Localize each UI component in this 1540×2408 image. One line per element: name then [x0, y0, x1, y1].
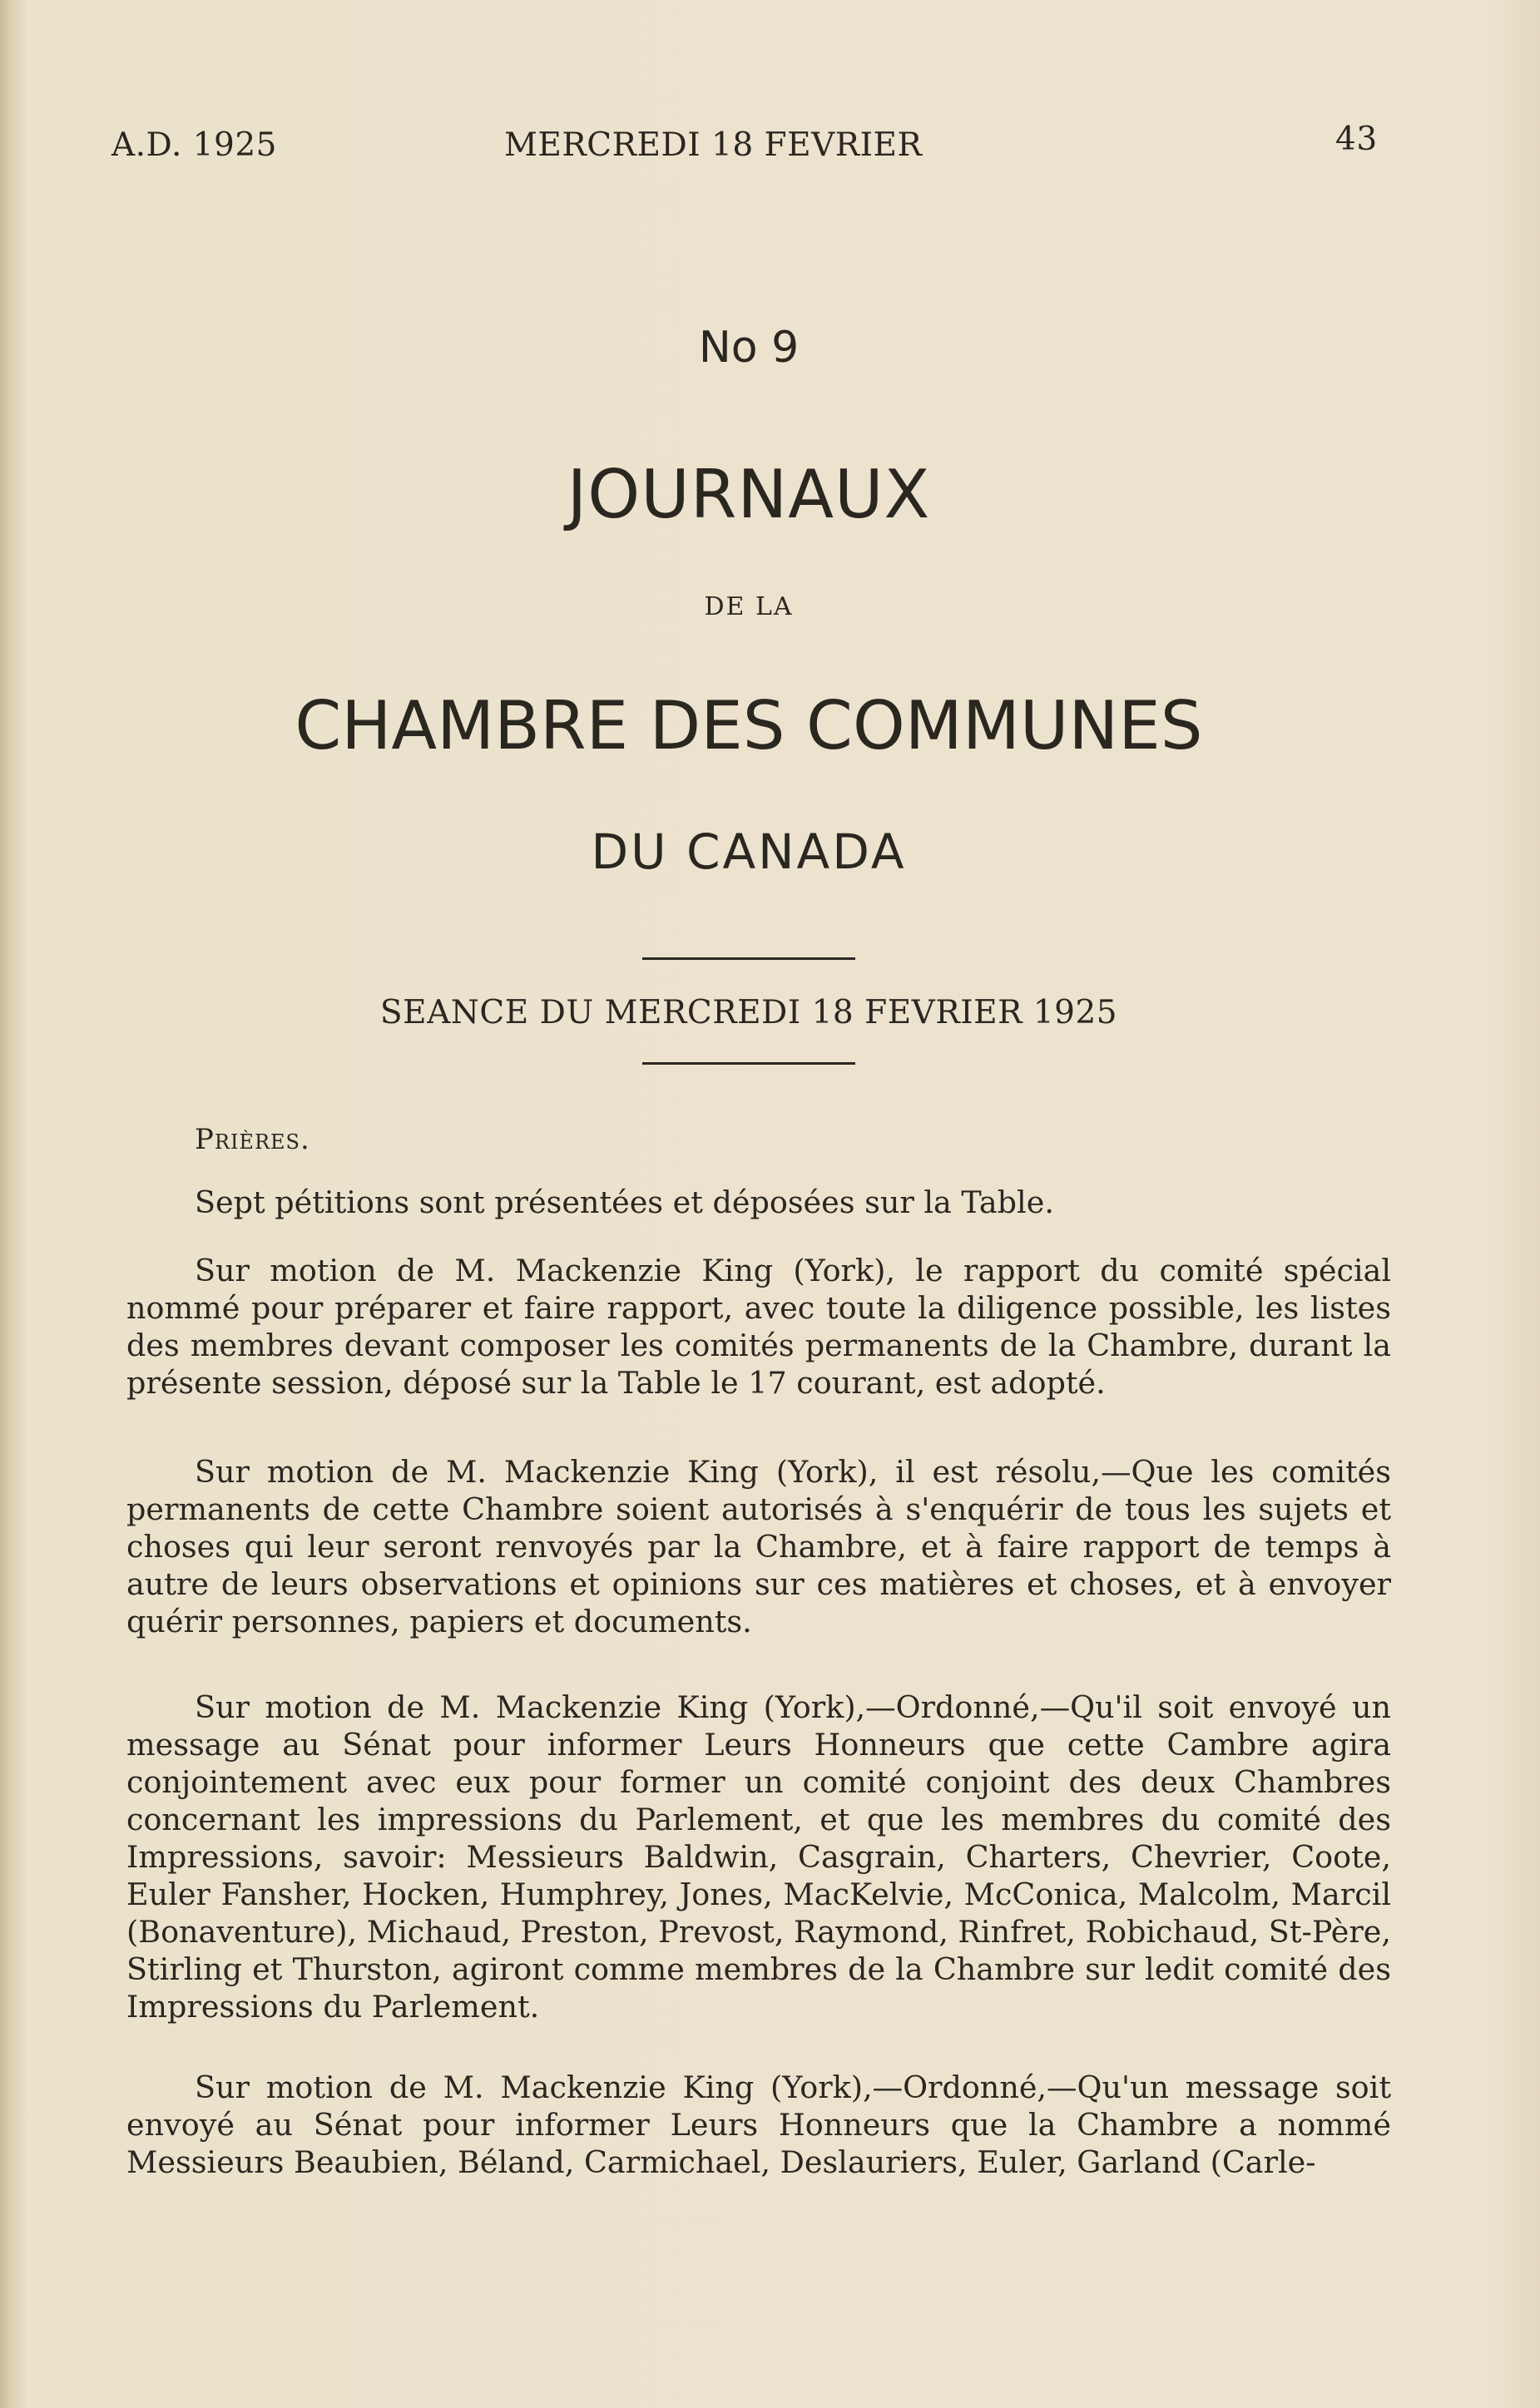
sitting-title: SEANCE DU MERCREDI 18 FEVRIER 1925 — [379, 994, 1118, 1031]
motion-text: Sur motion de M. Mackenzie King (York), le rapport du comité spécial nommé pour préparer et faire rapport, avec toute la diligence possible, les listes des membres devant composer les comités permanents de la Chambre, durant la présente session, déposé sur la Table le 17 courant, est adopté. — [126, 1253, 1391, 1401]
chamber-title: CHAMBRE DES COMMUNES — [295, 687, 1203, 764]
petitions-text: Sept pétitions sont présentées et déposées sur la Table. — [195, 1184, 1054, 1220]
prayers-heading: Prières. — [195, 1123, 310, 1156]
motion-paragraph — [126, 1252, 1391, 1402]
title-connector: DE LA — [704, 592, 794, 621]
page-number: 43 — [1335, 121, 1378, 158]
running-head-year: A.D. 1925 — [111, 126, 277, 164]
issue-number: No 9 — [698, 323, 800, 373]
motion-paragraph — [126, 2069, 1391, 2181]
petitions-paragraph — [126, 1184, 1391, 1221]
motion-paragraph — [126, 1453, 1391, 1640]
country-title: DU CANADA — [591, 823, 907, 880]
motion-paragraph — [126, 1689, 1391, 2025]
motion-text: Sur motion de M. Mackenzie King (York),—Ordonné,—Qu'il soit envoyé un message au Sénat pour informer Leurs Honneurs que cette Cambre agira conjointement avec eux pour former un comité conjoint des deux Chambres concernant les impressions du Parlement, et que les membres du comité des Impressions, savoir: Messieurs Baldwin, Casgrain, Charters, Chevrier, Coote, Euler Fansher, Hocken, Humphrey, Jones, MacKelvie, McConica, Malcolm, Marcil (Bonaventure), Michaud, Preston, Prevost, Raymond, Rinfret, Robichaud, St-Père, Stirling et Thurston, agiront comme membres de la Chambre sur ledit comité des Impressions du Parlement. — [126, 1689, 1391, 2025]
running-head-date: MERCREDI 18 FEVRIER — [504, 126, 923, 164]
journal-title: JOURNAUX — [567, 456, 931, 533]
motion-text: Sur motion de M. Mackenzie King (York),—Ordonné,—Qu'un message soit envoyé au Sénat pour informer Leurs Honneurs que la Chambre a nommé Messieurs Beaubien, Béland, Carmichael, Deslauriers, Euler, Garland (Carle- — [126, 2069, 1391, 2180]
divider-rule-bottom — [642, 1062, 855, 1065]
divider-rule-top — [642, 957, 855, 960]
motion-text: Sur motion de M. Mackenzie King (York), il est résolu,—Que les comités permanents de cette Chambre soient autorisés à s'enquérir de tous les sujets et choses qui leur seront renvoyés par la Chambre, et à faire rapport de temps à autre de leurs observations et opinions sur ces matières et choses, et à envoyer quérir personnes, papiers et documents. — [126, 1454, 1391, 1639]
